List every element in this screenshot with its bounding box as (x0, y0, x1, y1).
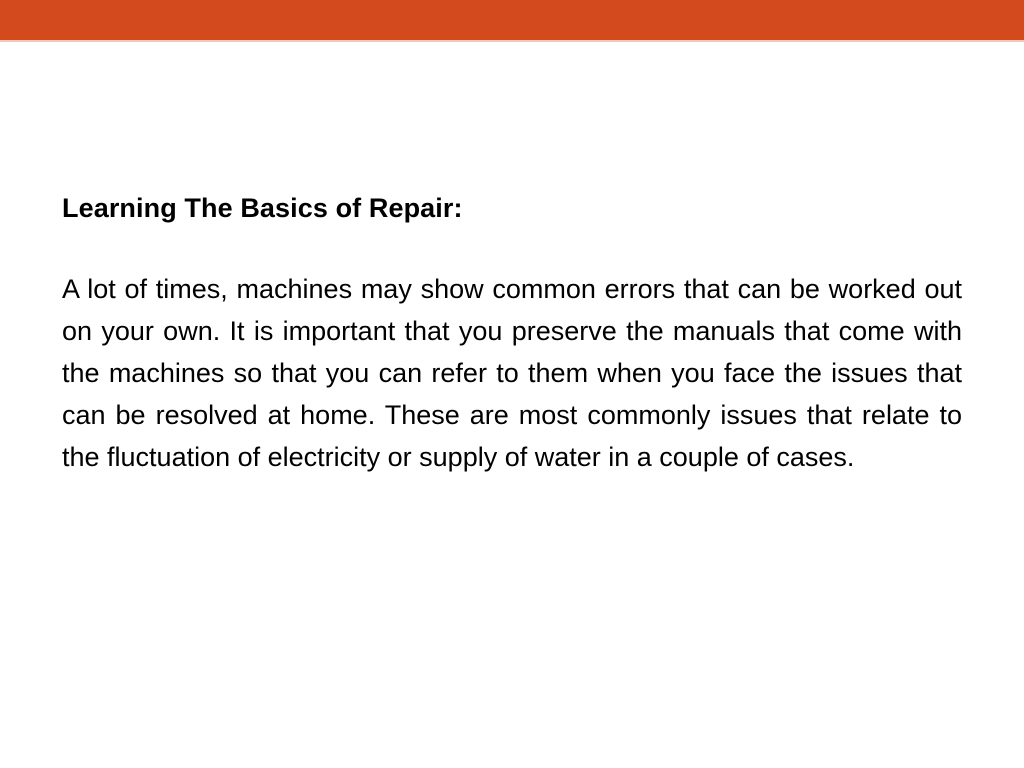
slide-paragraph: A lot of times, machines may show common errors that can be worked out on your own. It is important that you preserve the manuals that come with the machines so that you can refer to them when you face the issues that can be resolved at home. These are most commonly issues that relate to the fluctuation of electricity or supply of water in a couple of cases. (62, 274, 962, 472)
slide-heading: Learning The Basics of Repair: (62, 193, 463, 223)
top-accent-divider (0, 40, 1024, 42)
slide-content (62, 188, 962, 478)
top-accent-bar (0, 0, 1024, 40)
